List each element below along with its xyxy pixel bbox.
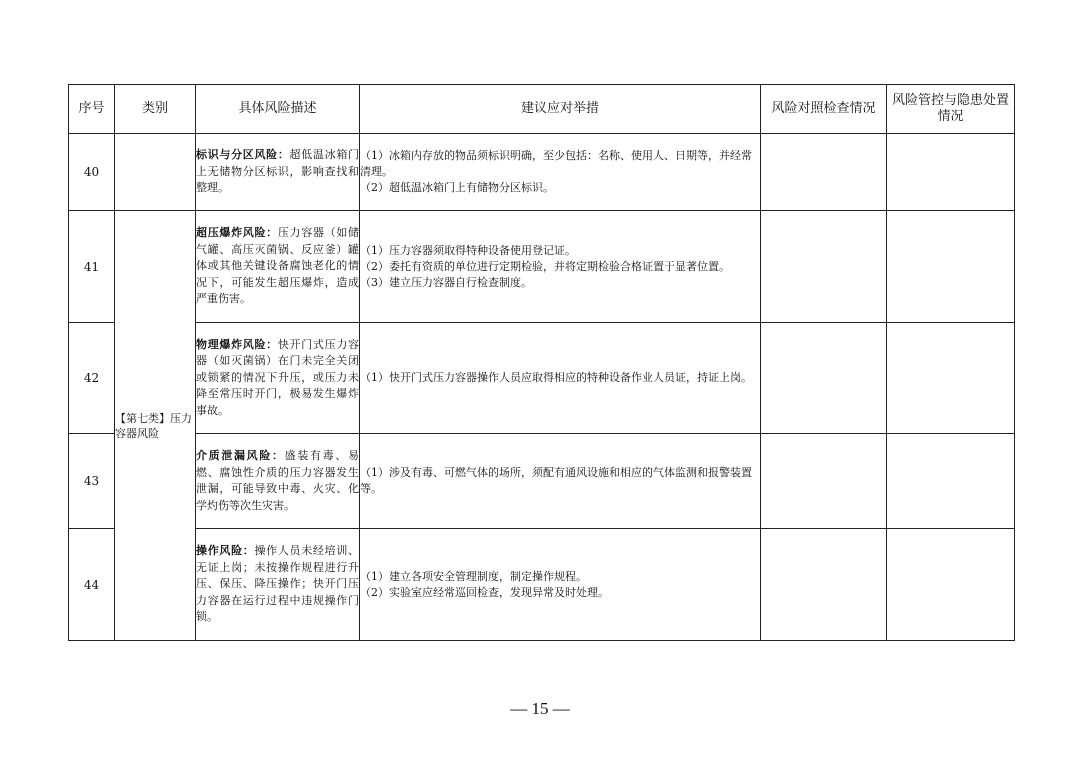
measures-cell	[360, 211, 761, 323]
measure-item: （2）委托有资质的单位进行定期检验，并将定期检验合格证置于显著位置。	[360, 259, 730, 273]
measures-cell	[360, 134, 761, 211]
measures-cell	[360, 529, 761, 641]
check-cell	[761, 323, 887, 434]
table-header-row	[69, 85, 1015, 134]
measure-item: （2）超低温冰箱门上有储物分区标识。	[360, 181, 554, 194]
risk-description	[196, 529, 360, 641]
measure-item: （1）压力容器须取得特种设备使用登记证。	[360, 243, 576, 257]
control-cell	[887, 529, 1015, 641]
risk-text: 超低温冰箱门上无储物分区标识，影响查找和整理。	[196, 148, 360, 195]
risk-title: 标识与分区风险：	[196, 148, 290, 162]
risk-text: 压力容器（如储气罐、高压灭菌锅、反应釜）罐体或其他关键设备腐蚀老化的情况下，可能发生超压爆炸，造成严重伤害。	[196, 226, 360, 306]
row-number: 41	[69, 211, 115, 323]
risk-text: 快开门式压力容器（如灭菌锅）在门未完全关闭或锁紧的情况下升压，或压力未降至常压时开门，极易发生爆炸事故。	[196, 337, 360, 417]
measure-item: （1）涉及有毒、可燃气体的场所，须配有通风设施和相应的气体监测和报警装置等。	[360, 466, 752, 495]
measure-item: （1）建立各项安全管理制度，制定操作规程。	[360, 569, 587, 583]
header-description: 具体风险描述	[196, 85, 360, 134]
check-cell	[761, 211, 887, 323]
row-number: 43	[69, 434, 115, 529]
category-cell-empty	[115, 134, 196, 211]
measure-item: （1）快开门式压力容器操作人员应取得相应的特种设备作业人员证，持证上岗。	[360, 371, 752, 384]
page-number: — 15 —	[510, 699, 570, 718]
control-cell	[887, 211, 1015, 323]
risk-text: 操作人员未经培训、无证上岗；未按操作规程进行升压、保压、降压操作；快开门压力容器在运行过程中违规操作门锁。	[196, 544, 360, 624]
row-number: 42	[69, 323, 115, 434]
table-row	[69, 434, 1015, 529]
measures-cell	[360, 434, 761, 529]
risk-table	[68, 84, 1015, 641]
header-check: 风险对照检查情况	[761, 85, 887, 134]
table-row	[69, 134, 1015, 211]
check-cell	[761, 434, 887, 529]
risk-title: 物理爆炸风险：	[196, 337, 278, 351]
table-row	[69, 529, 1015, 641]
header-category: 类别	[115, 85, 196, 134]
risk-description	[196, 434, 360, 529]
risk-description	[196, 134, 360, 211]
control-cell	[887, 434, 1015, 529]
measures-cell	[360, 323, 761, 434]
row-number: 44	[69, 529, 115, 641]
row-number: 40	[69, 134, 115, 211]
check-cell	[761, 529, 887, 641]
risk-text: 盛装有毒、易燃、腐蚀性介质的压力容器发生泄漏，可能导致中毒、火灾、化学灼伤等次生灾害。	[196, 449, 360, 512]
check-cell	[761, 134, 887, 211]
header-no: 序号	[69, 85, 115, 134]
risk-title: 介质泄漏风险：	[196, 449, 285, 462]
table-row	[69, 323, 1015, 434]
control-cell	[887, 134, 1015, 211]
measure-item: （1）冰箱内存放的物品须标识明确，至少包括：名称、使用人、日期等，并经常清理。	[360, 149, 752, 178]
category-cell: 【第七类】压力容器风险	[115, 211, 196, 641]
risk-description	[196, 323, 360, 434]
header-control: 风险管控与隐患处置情况	[887, 85, 1015, 134]
risk-title: 超压爆炸风险：	[196, 226, 278, 240]
risk-title: 操作风险：	[196, 544, 255, 558]
header-measures: 建议应对举措	[360, 85, 761, 134]
measure-item: （3）建立压力容器自行检查制度。	[360, 275, 532, 289]
measure-item: （2）实验室应经常巡回检查，发现异常及时处理。	[360, 585, 609, 599]
table-row	[69, 211, 1015, 323]
risk-description	[196, 211, 360, 323]
control-cell	[887, 323, 1015, 434]
